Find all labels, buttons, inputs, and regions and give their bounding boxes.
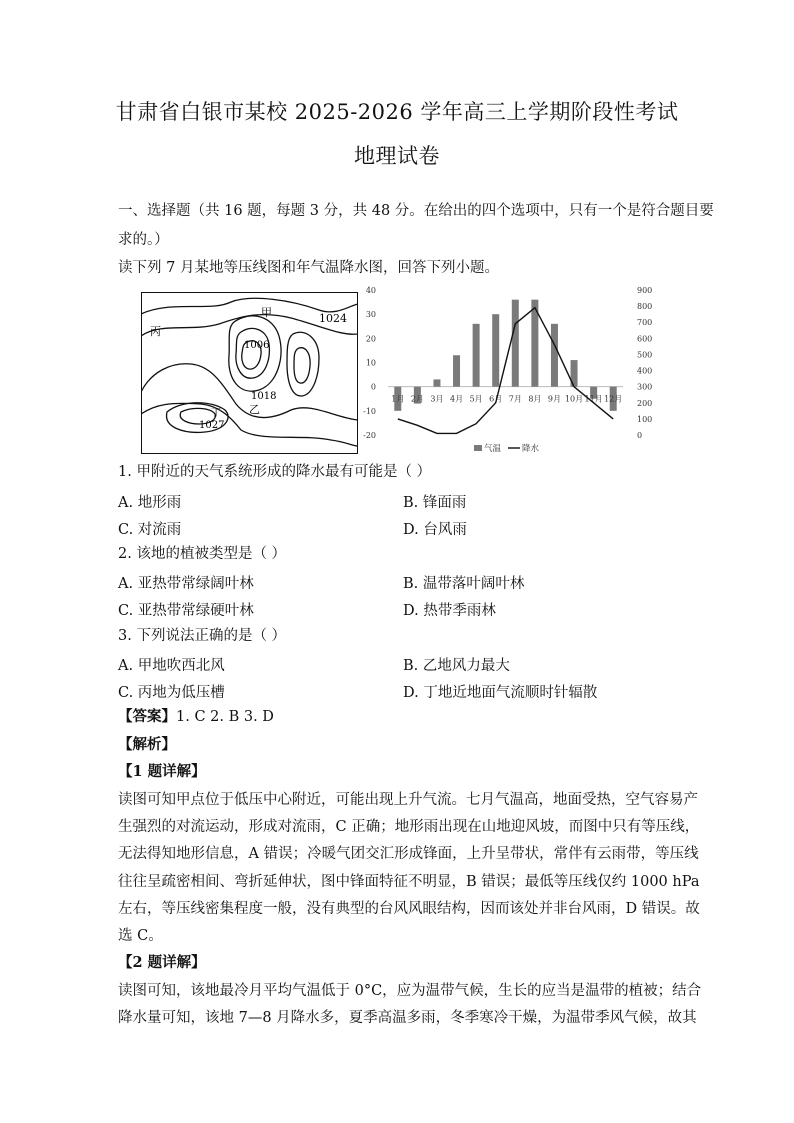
q1-option-d: D. 台风雨 <box>403 522 467 538</box>
page-title: 甘肃省白银市某校 2025-2026 学年高三上学期阶段性考试 <box>115 100 679 124</box>
q1-analysis-title: 【1 题详解】 <box>118 763 206 780</box>
temperature-bar <box>512 300 519 387</box>
y-right-tick-label: 900 <box>637 286 653 295</box>
y-left-tick-label: 30 <box>365 310 376 320</box>
map-label-bing: 丙 <box>150 325 161 338</box>
q1-analysis-line: 左右，等压线密集程度一般，没有典型的台风风眼结构，因而该处并非台风雨，D 错误。故 <box>118 901 700 917</box>
y-left-tick-label: 20 <box>365 334 376 344</box>
y-left-tick-label: -10 <box>363 406 376 416</box>
y-right-tick-label: 800 <box>637 302 653 312</box>
map-label-1018: 1018 <box>251 391 277 402</box>
page-subtitle: 地理试卷 <box>354 144 440 168</box>
temperature-bar <box>473 324 480 387</box>
answer-label: 【答案】 <box>118 708 176 725</box>
x-tick-label: 8月 <box>528 394 542 404</box>
map-label-1027: 1027 <box>199 420 225 431</box>
x-tick-label: 12月 <box>604 394 623 404</box>
q3-option-b: B. 乙地风力最大 <box>403 658 510 674</box>
y-right-tick-label: 100 <box>637 414 653 424</box>
temperature-bar <box>551 324 558 387</box>
map-label-yi: 乙 <box>249 403 260 416</box>
answer-row <box>118 708 678 726</box>
climate-chart <box>358 282 658 460</box>
x-tick-label: 11月 <box>584 394 603 404</box>
analysis-label: 【解析】 <box>118 736 176 753</box>
x-tick-label: 3月 <box>430 394 444 404</box>
x-tick-label: 4月 <box>449 394 464 404</box>
precipitation-line <box>398 308 613 434</box>
q1-analysis-line: 选 C。 <box>118 928 163 944</box>
legend-bar-swatch <box>474 445 482 451</box>
temperature-bar <box>453 355 460 386</box>
map-label-1006: 1006 <box>244 340 270 351</box>
x-tick-label: 1月 <box>391 394 405 404</box>
answer-text: 1. C 2. B 3. D <box>176 709 274 725</box>
x-tick-label: 9月 <box>547 394 562 404</box>
y-left-tick-label: 40 <box>365 286 376 295</box>
y-right-tick-label: 400 <box>637 366 653 376</box>
temperature-bar <box>433 379 440 386</box>
y-left-tick-label: 0 <box>370 382 376 392</box>
x-tick-label: 10月 <box>564 394 584 404</box>
map-label-jia: 甲 <box>261 306 272 319</box>
temperature-bar <box>492 314 499 387</box>
section-heading-line-2: 求的。） <box>118 232 169 248</box>
q3-option-a: A. 甲地吹西北风 <box>118 658 225 674</box>
map-label-1024: 1024 <box>319 312 347 325</box>
q1-analysis-line: 读图可知甲点位于低压中心附近，可能出现上升气流。七月气温高，地面受热，空气容易产 <box>118 792 698 808</box>
q1-analysis-line: 生强烈的对流运动，形成对流雨，C 正确；地形雨出现在山地迎风坡，而图中只有等压线， <box>118 819 700 835</box>
isobar-map <box>141 292 358 454</box>
legend-precipitation-label: 降水 <box>522 444 540 454</box>
legend-temperature-label: 气温 <box>484 444 502 454</box>
q2-option-a: A. 亚热带常绿阔叶林 <box>118 576 254 592</box>
q1-analysis-line: 往往呈疏密相间、弯折延伸状，图中锋面特征不明显，B 错误；最低等压线仅约 1000 hPa <box>118 874 700 890</box>
q2-analysis-title: 【2 题详解】 <box>118 954 206 971</box>
question-1-stem: 1. 甲附近的天气系统形成的降水最有可能是（ ） <box>118 464 432 480</box>
q3-option-d: D. 丁地近地面气流顺时针辐散 <box>403 685 598 701</box>
q1-option-b: B. 锋面雨 <box>403 495 467 511</box>
question-intro: 读下列 7 月某地等压线图和年气温降水图，回答下列小题。 <box>118 260 499 276</box>
q3-option-c: C. 丙地为低压槽 <box>118 685 225 701</box>
y-left-tick-label: 10 <box>365 358 376 368</box>
q2-analysis-line: 读图可知，该地最冷月平均气温低于 0°C，应为温带气候，生长的应当是温带的植被；结合 <box>118 983 702 999</box>
y-right-tick-label: 0 <box>637 431 643 440</box>
q2-option-b: B. 温带落叶阔叶林 <box>403 576 525 592</box>
q1-analysis-line: 无法得知地形信息，A 错误；冷暖气团交汇形成锋面，上升呈带状，常伴有云雨带，等压线 <box>118 846 699 862</box>
y-left-tick-label: -20 <box>363 431 376 440</box>
question-2-stem: 2. 该地的植被类型是（ ） <box>118 546 287 562</box>
q2-option-d: D. 热带季雨林 <box>403 603 496 619</box>
x-tick-label: 7月 <box>508 394 522 404</box>
y-right-tick-label: 200 <box>637 398 653 408</box>
q2-option-c: C. 亚热带常绿硬叶林 <box>118 603 254 619</box>
y-right-tick-label: 300 <box>637 382 653 392</box>
y-right-tick-label: 500 <box>637 350 653 360</box>
y-right-tick-label: 700 <box>637 318 653 328</box>
q2-analysis-line: 降水量可知，该地 7—8 月降水多，夏季高温多雨，冬季寒冷干燥，为温带季风气候，故其 <box>118 1010 697 1026</box>
question-3-stem: 3. 下列说法正确的是（ ） <box>118 628 287 644</box>
x-tick-label: 5月 <box>469 394 483 404</box>
x-tick-label: 2月 <box>410 394 424 404</box>
x-tick-label: 6月 <box>489 394 503 404</box>
q1-option-c: C. 对流雨 <box>118 522 182 538</box>
y-right-tick-label: 600 <box>637 334 653 344</box>
q1-option-a: A. 地形雨 <box>118 495 182 511</box>
map-label-ding: 丁 <box>211 408 221 419</box>
section-heading-line-1: 一、选择题（共 16 题，每题 3 分，共 48 分。在给出的四个选项中，只有一个是符合题目要 <box>118 203 714 219</box>
